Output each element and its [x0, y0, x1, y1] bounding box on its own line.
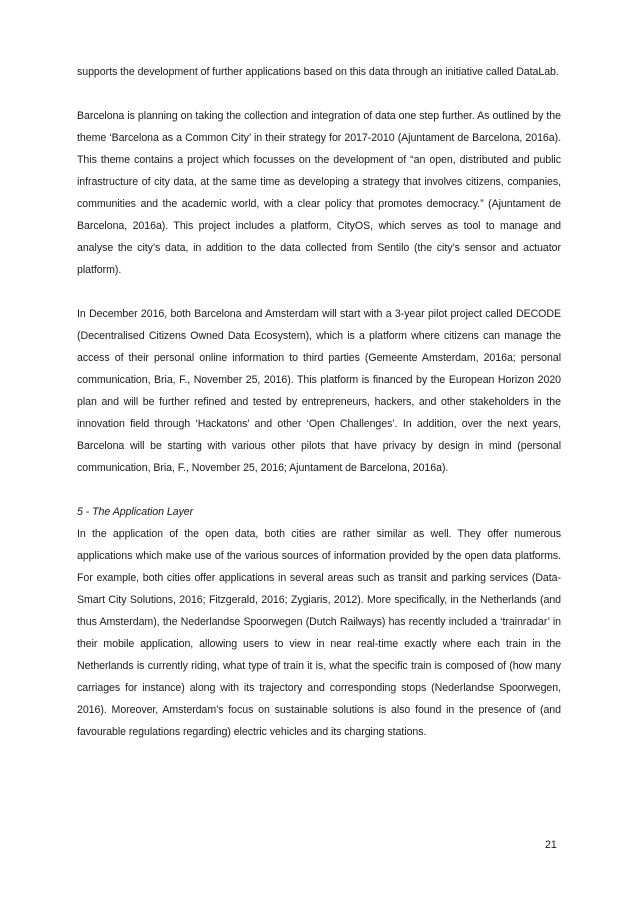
paragraph-spacer [77, 281, 561, 303]
paragraph-barcelona-strategy: Barcelona is planning on taking the collection and integration of data one step further. As outlined by the theme ‘Barcelona as a Common City’ in their strategy for 2017-2010 (Ajuntament de Barcelona, 2016a). This theme contains a project which focusses on the development of “an open, distributed and public infrastructure of city data, at the same time as developing a strategy that involves citizens, companies, communities and the academic world, with a clear policy that promotes democracy.” (Ajuntament de Barcelona, 2016a). This project includes a platform, CityOS, which serves as tool to manage and analyse the city’s data, in addition to the data collected from Sentilo (the city’s sensor and actuator platform). [77, 110, 561, 276]
paragraph-spacer [77, 479, 561, 501]
document-page [77, 61, 561, 743]
page-number: 21 [545, 839, 557, 851]
paragraph-decode-pilot: In December 2016, both Barcelona and Amsterdam will start with a 3-year pilot project called DECODE (Decentralised Citizens Owned Data Ecosystem), which is a platform where citizens can manage the access of their personal online information to third parties (Gemeente Amsterdam, 2016a; personal communication, Bria, F., November 25, 2016). This platform is financed by the European Horizon 2020 plan and will be further refined and tested by entrepreneurs, hackers, and other stakeholders in the innovation field through ‘Hackatons’ and other ‘Open Challenges’. In addition, over the next years, Barcelona will be starting with various other pilots that have privacy by design in mind (personal communication, Bria, F., November 25, 2016; Ajuntament de Barcelona, 2016a). [77, 308, 561, 474]
paragraph-datalab: supports the development of further applications based on this data through an initiative called DataLab. [77, 66, 559, 78]
section-heading: 5 - The Application Layer [77, 506, 194, 518]
paragraph-application-layer: In the application of the open data, both cities are rather similar as well. They offer numerous applications which make use of the various sources of information provided by the open data platforms. For example, both cities offer applications in several areas such as transit and parking services (Data-Smart City Solutions, 2016; Fitzgerald, 2016; Zygiaris, 2012). More specifically, in the Netherlands (and thus Amsterdam), the Nederlandse Spoorwegen (Dutch Railways) has recently included a ‘trainradar’ in their mobile application, allowing users to view in near real-time exactly where each train in the Netherlands is currently riding, what type of train it is, what the specific train is composed of (how many carriages for instance) along with its trajectory and corresponding stops (Nederlandse Spoorwegen, 2016). Moreover, Amsterdam’s focus on sustainable solutions is also found in the presence of (and favourable regulations regarding) electric vehicles and its charging stations. [77, 528, 561, 738]
paragraph-spacer [77, 83, 561, 105]
